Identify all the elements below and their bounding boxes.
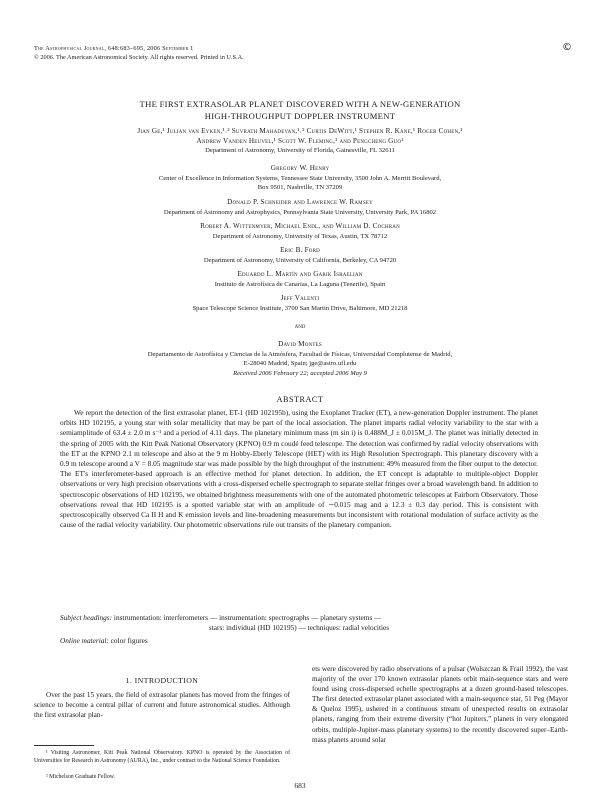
author-names: Eric B. Ford bbox=[280, 246, 320, 254]
running-header bbox=[34, 44, 244, 62]
author-affiliation: E-28040 Madrid, Spain; jge@astro.ufl.edu bbox=[243, 360, 357, 368]
copyright-icon: © bbox=[562, 42, 572, 53]
author-affiliation: Instituto de Astrofísica de Canarias, La Laguna (Tenerife), Spain bbox=[214, 280, 386, 288]
author-affiliation: Space Telescope Science Institute, 3700 San Martin Drive, Baltimore, MD 21218 bbox=[192, 304, 408, 312]
author-block-4 bbox=[40, 222, 560, 241]
received-dates: Received 2006 February 22; accepted 2006 May 9 bbox=[233, 369, 367, 377]
online-material-text: color figures bbox=[110, 636, 148, 645]
author-block-7 bbox=[40, 294, 560, 313]
author-names: David Montes bbox=[278, 340, 322, 348]
abstract-heading: ABSTRACT bbox=[276, 395, 324, 404]
title-line-1: THE FIRST EXTRASOLAR PLANET DISCOVERED WITH A NEW-GENERATION bbox=[139, 99, 461, 109]
intro-right-column: ets were discovered by radio observations of a pulsar (Wolszczan & Frail 1992), the vast majority of the over 170 known extrasolar planets orbit main-sequence stars and were found using cross-dispersed echelle spectrographs at a dozen ground-based telescopes. The first detected extrasolar planet associated with a main-sequence star, 51 Peg (Mayor & Queloz 1995), ushered in a continuous stream of unexpected results on extrasolar planets, ranging from their extreme diversity (“hot Jupiters,” planets in very elongated orbits, multiple-Jupiter-mass planetary systems) to the recently discovered super–Earth-mass planets around solar bbox=[312, 665, 568, 744]
author-names: Donald P. Schneider and Lawrence W. Ramsey bbox=[227, 198, 373, 206]
subject-headings bbox=[60, 613, 538, 623]
title-line-2: HIGH-THROUGHPUT DOPPLER INSTRUMENT bbox=[204, 111, 396, 121]
section-heading-introduction: 1. INTRODUCTION bbox=[125, 676, 199, 685]
paper-title bbox=[60, 98, 540, 122]
author-block-1 bbox=[40, 127, 560, 156]
author-names: Gregory W. Henry bbox=[270, 164, 330, 172]
subject-headings-line-2: stars: individual (HD 102195) — techniques: radial velocities bbox=[208, 623, 390, 632]
author-block-8 bbox=[40, 340, 560, 378]
author-affiliation: Center of Excellence in Information Systems, Tennessee State University, 3500 John A. Merritt Boulevard, bbox=[158, 174, 442, 182]
online-material bbox=[60, 636, 538, 646]
author-block-5 bbox=[40, 246, 560, 265]
author-affiliation: Department of Astronomy, University of Texas, Austin, TX 78712 bbox=[212, 232, 388, 240]
subject-headings-label: Subject headings: bbox=[60, 613, 113, 622]
intro-left-column: Over the past 15 years, the field of extrasolar planets has moved from the fringes of science to become a central pillar of current and future astronomical studies. Although the first extrasolar plan- bbox=[34, 691, 290, 720]
author-names: Jeff Valenti bbox=[280, 294, 320, 302]
author-block-2 bbox=[40, 164, 560, 193]
online-material-label: Online material: bbox=[60, 636, 109, 645]
footnote-rule bbox=[34, 745, 94, 746]
author-affiliation: Department of Astronomy and Astrophysics, Pennsylvania State University, University Park, PA 16802 bbox=[163, 208, 437, 216]
author-names: Andrew Vanden Heuvel,¹ Scott W. Fleming,¹ and Pengcheng Guo¹ bbox=[196, 136, 404, 145]
author-affiliation: Department of Astronomy, University of California, Berkeley, CA 94720 bbox=[203, 256, 397, 264]
abstract-body: We report the detection of the first extrasolar planet, ET-1 (HD 102195b), using the Exoplanet Tracker (ET), a new-generation Doppler instrument. The planet orbits HD 102195, a young star with solar metallicity that may be part of the local association. The planet imparts radial velocity variability to the star with a semiamplitude of 63.4 ± 2.0 m s⁻¹ and a period of 4.11 days. The planetary minimum mass (m sin i) is 0.488M_J ± 0.015M_J. The planet was initially detected in the spring of 2005 with the Kitt Peak National Observatory (KPNO) 0.9 m coudé feed telescope. The detection was confirmed by radial velocity observations with the ET at the KPNO 2.1 m telescope and also at the 9 m Hobby-Eberly Telescope (HET) with its High Resolution Spectrograph. This planetary discovery with a 0.9 m telescope around a V = 8.05 magnitude star was made possible by the high throughput of the instrument: 49% measured from the fiber output to the detector. The ET's interferometer-based approach is an effective method for planet detection. In addition, the ET concept is adaptable to multiple-object Doppler observations or very high precision observations with a cross-dispersed echelle spectrograph to separate stellar fringes over a broad wavelength band. In addition to spectroscopic observations of HD 102195, we obtained brightness measurements with one of the automated photometric telescopes at Fairborn Observatory. Those observations reveal that HD 102195 is a spotted variable star with an amplitude of ∼0.015 mag and a 12.3 ± 0.3 day period. This is consistent with spectroscopically observed Ca II H and K emission levels and line-broadening measurements but inconsistent with rotational modulation of surface activity as the cause of the radial velocity variability. Our photometric observations rule out transits of the planetary companion. bbox=[60, 408, 538, 530]
footnote-1: ¹ Visiting Astronomer, Kitt Peak National Observatory. KPNO is operated by the Association of Universities for Research in Astronomy (AURA), Inc., under contract to the National Science Foundation. bbox=[34, 750, 290, 764]
journal-line: The Astrophysical Journal, 648:683–695, 2006 September 1 bbox=[34, 45, 194, 52]
author-block-3 bbox=[40, 198, 560, 217]
and-word: and bbox=[294, 322, 306, 330]
author-block-6 bbox=[40, 270, 560, 289]
subject-headings-text: instrumentation: interferometers — instrumentation: spectrographs — planetary systems — bbox=[113, 613, 382, 622]
author-names: Jian Ge,¹ Julian van Eyken,¹˒² Suvrath Mahadevan,¹˒² Curtis DeWitt,¹ Stephen R. Kane,¹ Roger Cohen,¹ bbox=[137, 127, 463, 135]
copyright-line: © 2006. The American Astronomical Society. All rights reserved. Printed in U.S.A. bbox=[34, 54, 244, 61]
footnote-2: ² Michelson Graduate Fellow. bbox=[46, 774, 115, 780]
page-number: 683 bbox=[294, 781, 306, 790]
author-names: Robert A. Wittenmyer, Michael Endl, and William D. Cochran bbox=[200, 222, 400, 230]
author-affiliation: Departamento de Astrofísica y Ciencias de la Atmósfera, Facultad de Físicas, Universidad Complutense de Madrid, bbox=[147, 350, 453, 358]
author-affiliation: Department of Astronomy, University of Florida, Gainesville, FL 32611 bbox=[205, 147, 395, 155]
author-affiliation: Box 9501, Nashville, TN 37209 bbox=[257, 184, 343, 192]
author-names: Eduardo L. Martín and Garik Israelian bbox=[237, 270, 363, 278]
